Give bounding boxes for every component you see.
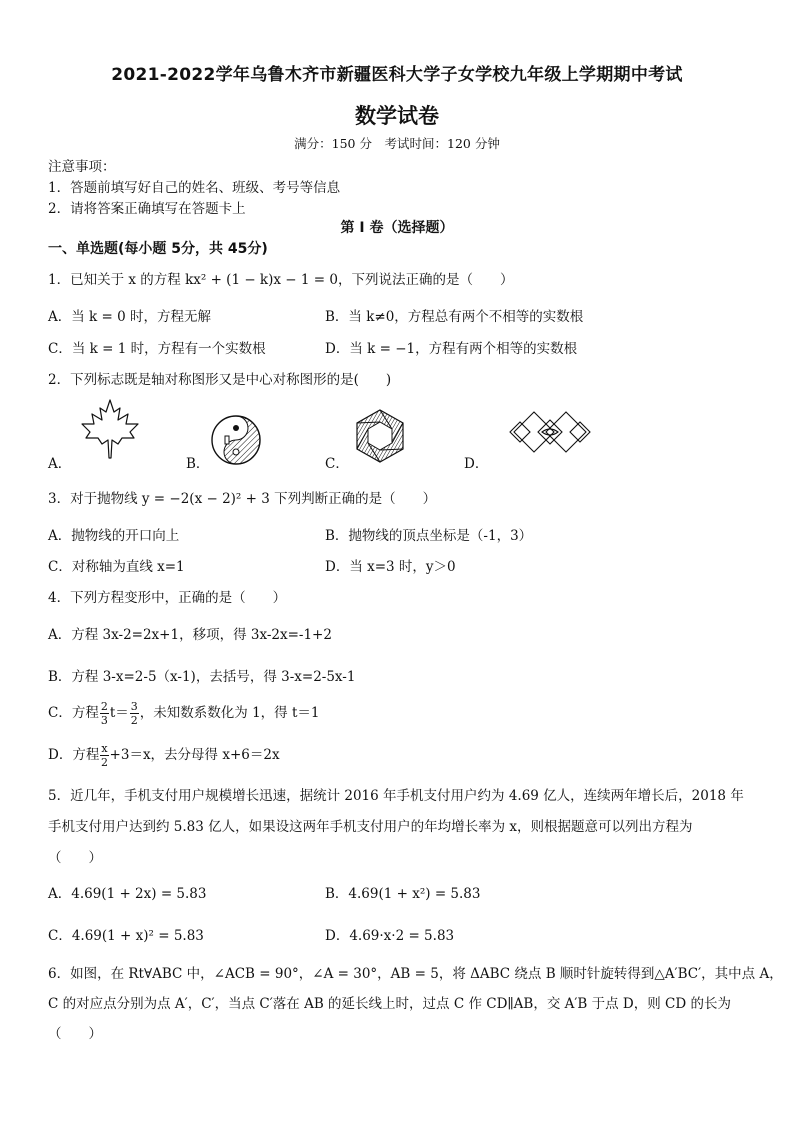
q3-option-a: A．抛物线的开口向上	[48, 528, 180, 544]
q6-line-2: C 的对应点分别为点 A′，C′，当点 C′落在 AB 的延长线上时，过点 C 作 CD∥AB，交 A′B 于点 D，则 CD 的长为	[48, 996, 731, 1012]
q4-c-mid: t＝	[109, 705, 129, 721]
q4-d-prefix: D．方程	[48, 747, 100, 763]
q2-stem: 2．下列标志既是轴对称图形又是中心对称图形的是( )	[48, 372, 392, 388]
q5-line-2: 手机支付用户达到约 5.83 亿人，如果设这两年手机支付用户的年均增长率为 x，则根据题意可以列出方程为	[48, 819, 693, 835]
volume-heading: 第 I 卷（选择题）	[340, 220, 454, 236]
yin-yang-circle-icon	[210, 414, 262, 466]
q4-d-fraction	[100, 742, 108, 769]
q5-line-3: （ ）	[48, 850, 102, 866]
q4-c-f2-den: 2	[130, 714, 138, 727]
notice-item-1: 1．答题前填写好自己的姓名、班级、考号等信息	[48, 180, 341, 196]
section-heading: 一、单选题(每小题 5分，共 45分)	[48, 241, 268, 257]
q6-line-3: （ ）	[48, 1026, 102, 1042]
q5-option-c: C．4.69(1 + x)² = 5.83	[48, 928, 204, 944]
q4-c-f2-num: 3	[130, 700, 138, 713]
q3-option-b: B．抛物线的顶点坐标是（-1，3）	[325, 528, 533, 544]
q3-option-c: C．对称轴为直线 x=1	[48, 559, 185, 575]
q4-stem: 4．下列方程变形中，正确的是（ ）	[48, 590, 287, 606]
hexagon-spiral-icon	[352, 408, 408, 464]
q1-option-b: B．当 k≠0，方程总有两个不相等的实数根	[325, 309, 584, 325]
q4-c-fraction-2	[130, 700, 139, 727]
q4-option-b: B．方程 3-x=2-5（x-1)，去括号，得 3-x=2-5x-1	[48, 669, 356, 685]
q3-option-d: D．当 x=3 时，y＞0	[325, 559, 456, 575]
q5-option-d: D．4.69·x·2 = 5.83	[325, 928, 455, 944]
q1-option-c: C．当 k = 1 时，方程有一个实数根	[48, 341, 266, 357]
exam-subject: 数学试卷	[355, 104, 439, 128]
notice-item-2: 2．请将答案正确填写在答题卡上	[48, 201, 246, 217]
exam-meta: 满分：150 分 考试时间：120 分钟	[294, 136, 500, 151]
q4-d-f-num: x	[101, 742, 108, 755]
q2-label-d: D．	[464, 456, 489, 472]
q5-option-b: B．4.69(1 + x²) = 5.83	[325, 886, 481, 902]
q2-label-b: B．	[186, 456, 210, 472]
q6-line-1: 6．如图，在 Rt∀ABC 中，∠ACB = 90°，∠A = 30°，AB = 5，将 ΔABC 绕点 B 顺时针旋转得到△A′BC′，其中点 A，	[48, 966, 783, 982]
q2-label-a: A．	[48, 456, 72, 472]
q4-d-f-den: 2	[100, 756, 108, 769]
q3-stem: 3．对于抛物线 y = −2(x − 2)² + 3 下列判断正确的是（ ）	[48, 491, 437, 507]
exam-title: 2021-2022学年乌鲁木齐市新疆医科大学子女学校九年级上学期期中考试	[111, 65, 683, 85]
q4-option-c	[48, 700, 319, 727]
q4-c-f1-den: 3	[100, 714, 108, 727]
q4-c-prefix: C．方程	[48, 705, 99, 721]
q1-option-a: A．当 k = 0 时，方程无解	[48, 309, 211, 325]
q4-c-fraction-1	[100, 700, 109, 727]
q1-stem: 1．已知关于 x 的方程 kx² + (1 − k)x − 1 = 0，下列说法正确的是（ ）	[48, 272, 514, 288]
linked-diamonds-icon	[504, 408, 596, 456]
q4-d-suffix: +3＝x，去分母得 x+6＝2x	[109, 747, 280, 763]
q4-option-d	[48, 742, 280, 769]
q4-c-suffix: ，未知数系数化为 1，得 t＝1	[139, 705, 320, 721]
q5-option-a: A．4.69(1 + 2x) = 5.83	[48, 886, 207, 902]
q5-line-1: 5．近几年，手机支付用户规模增长迅速，据统计 2016 年手机支付用户约为 4.69 亿人，连续两年增长后，2018 年	[48, 788, 744, 804]
q2-label-c: C．	[325, 456, 349, 472]
q1-option-d: D．当 k = −1，方程有两个相等的实数根	[325, 341, 578, 357]
maple-leaf-icon	[80, 398, 140, 460]
q4-option-a: A．方程 3x-2=2x+1，移项，得 3x-2x=-1+2	[48, 627, 332, 643]
notice-heading: 注意事项：	[48, 159, 116, 175]
q4-c-f1-num: 2	[100, 700, 108, 713]
